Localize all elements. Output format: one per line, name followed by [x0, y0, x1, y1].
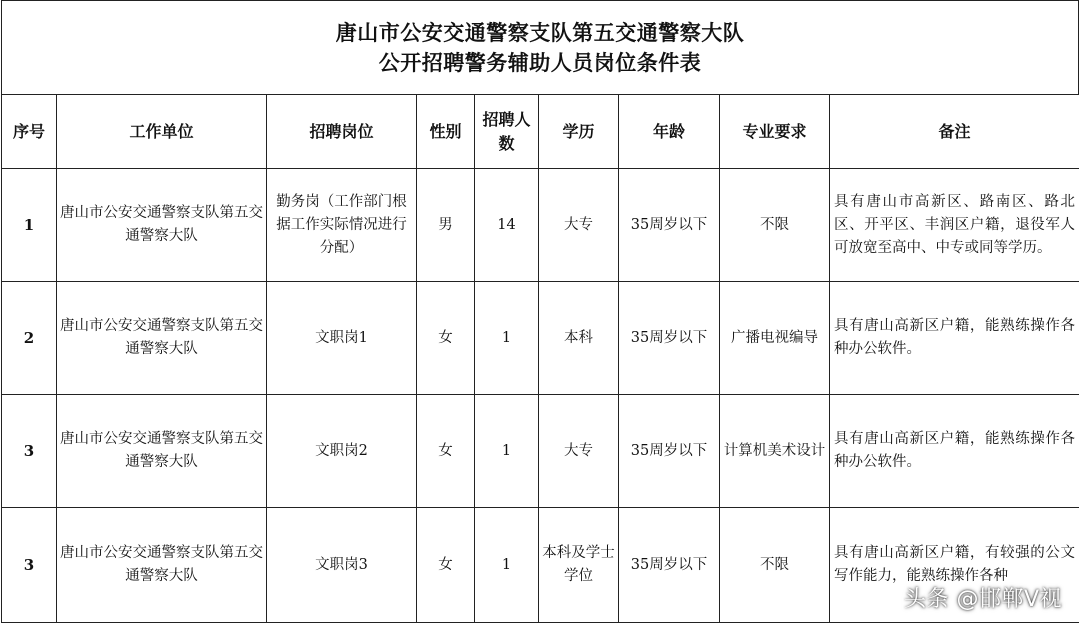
cell-age: 35周岁以下: [619, 395, 720, 508]
cell-remark: 具有唐山高新区户籍，能熟练操作各种办公软件。: [830, 395, 1080, 508]
source-watermark: 头条 @邯郸V视: [903, 587, 1062, 612]
cell-position: 文职岗2: [267, 395, 417, 508]
header-position: 招聘岗位: [267, 95, 417, 169]
header-index: 序号: [2, 95, 57, 169]
cell-count: 1: [475, 508, 539, 623]
cell-index: 3: [2, 508, 57, 623]
cell-index: 3: [2, 395, 57, 508]
cell-age: 35周岁以下: [619, 508, 720, 623]
cell-major: 不限: [720, 508, 830, 623]
cell-gender: 女: [417, 395, 475, 508]
cell-major: 广播电视编导: [720, 282, 830, 395]
cell-education: 本科: [539, 282, 619, 395]
cell-age: 35周岁以下: [619, 282, 720, 395]
header-row: [2, 95, 1080, 169]
cell-index: 2: [2, 282, 57, 395]
cell-gender: 女: [417, 508, 475, 623]
table-title: [1, 0, 1079, 95]
header-unit: 工作单位: [57, 95, 267, 169]
cell-unit: 唐山市公安交通警察支队第五交通警察大队: [57, 395, 267, 508]
cell-count: 14: [475, 169, 539, 282]
cell-count: 1: [475, 395, 539, 508]
cell-unit: 唐山市公安交通警察支队第五交通警察大队: [57, 282, 267, 395]
cell-position: 文职岗1: [267, 282, 417, 395]
table-row: [2, 169, 1080, 282]
header-gender: 性别: [417, 95, 475, 169]
cell-major: 计算机美术设计: [720, 395, 830, 508]
cell-major: 不限: [720, 169, 830, 282]
cell-unit: 唐山市公安交通警察支队第五交通警察大队: [57, 508, 267, 623]
cell-education: 大专: [539, 395, 619, 508]
cell-remark: 具有唐山高新区户籍，有较强的公文写作能力，能熟练操作各种: [830, 508, 1080, 623]
cell-gender: 女: [417, 282, 475, 395]
cell-unit: 唐山市公安交通警察支队第五交通警察大队: [57, 169, 267, 282]
table-row: [2, 282, 1080, 395]
job-conditions-sheet: [1, 0, 1079, 627]
cell-gender: 男: [417, 169, 475, 282]
cell-remark: 具有唐山高新区户籍，能熟练操作各种办公软件。: [830, 282, 1080, 395]
cell-index: 1: [2, 169, 57, 282]
header-education: 学历: [539, 95, 619, 169]
cell-education: 本科及学士学位: [539, 508, 619, 623]
header-major: 专业要求: [720, 95, 830, 169]
cell-position: 勤务岗（工作部门根据工作实际情况进行分配）: [267, 169, 417, 282]
positions-table: [1, 94, 1079, 623]
title-line-1: 唐山市公安交通警察支队第五交通警察大队: [335, 20, 745, 45]
header-remark: 备注: [830, 95, 1080, 169]
cell-education: 大专: [539, 169, 619, 282]
cell-count: 1: [475, 282, 539, 395]
cell-age: 35周岁以下: [619, 169, 720, 282]
header-age: 年龄: [619, 95, 720, 169]
cell-position: 文职岗3: [267, 508, 417, 623]
header-count: 招聘人数: [475, 95, 539, 169]
title-line-2: 公开招聘警务辅助人员岗位条件表: [378, 50, 702, 75]
cell-remark: 具有唐山市高新区、路南区、路北区、开平区、丰润区户籍，退役军人可放宽至高中、中专或同等学历。: [830, 169, 1080, 282]
table-row: [2, 395, 1080, 508]
